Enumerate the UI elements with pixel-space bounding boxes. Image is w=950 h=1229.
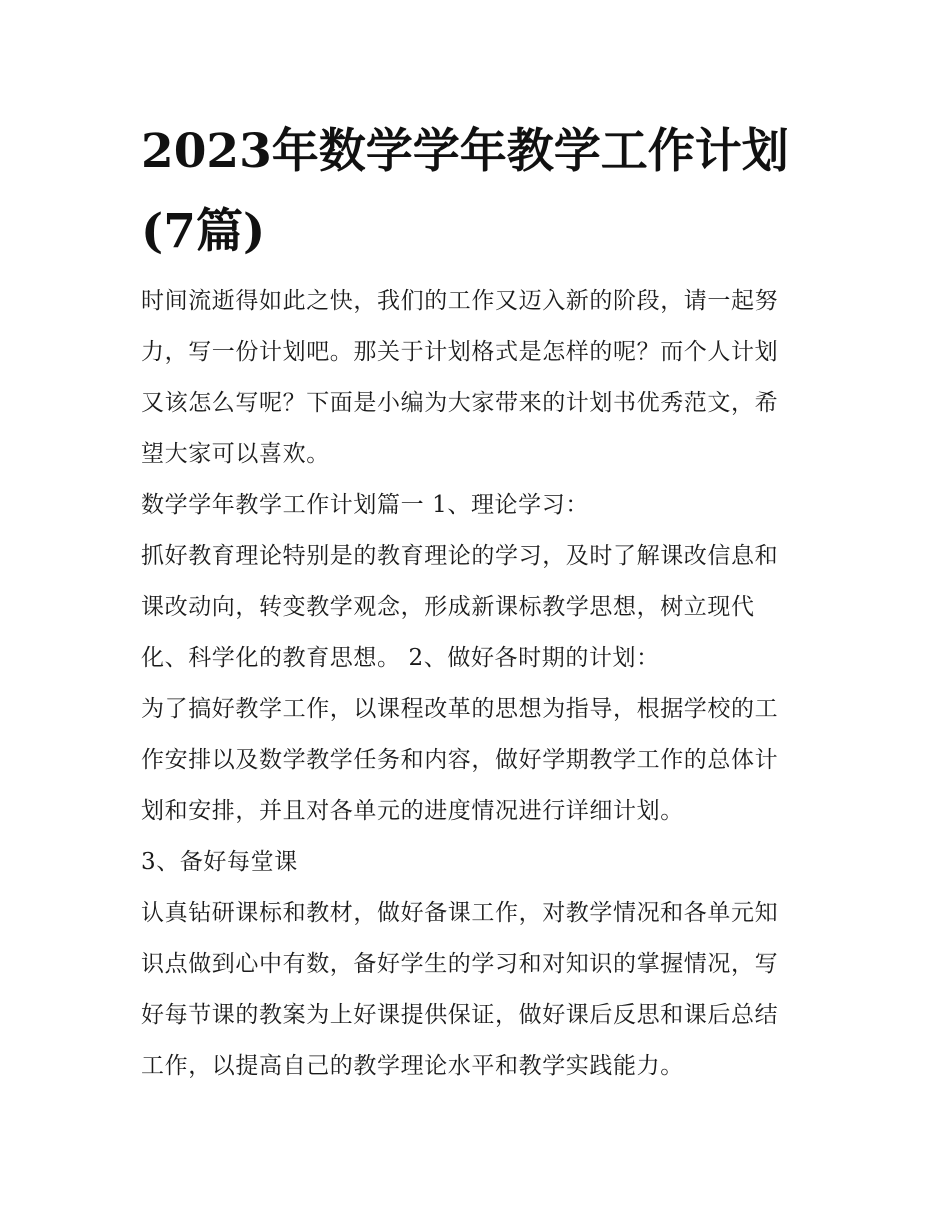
body-line-9: 好每节课的教案为上好课提供保证，做好课后反思和课后总结 [141,1002,779,1028]
title-line-1: 2023年数学学年教学工作计划 [141,124,789,179]
body-line-10: 工作，以提高自己的教学理论水平和教学实践能力。 [141,1053,684,1079]
body-line-1: 抓好教育理论特别是的教育理论的学习，及时了解课改信息和 [141,543,779,569]
intro-line-1: 时间流逝得如此之快，我们的工作又迈入新的阶段，请一起努 [141,288,779,314]
title-line-2: (7篇) [141,204,266,259]
body-line-5: 作安排以及数学教学任务和内容，做好学期教学工作的总体计 [141,747,779,773]
intro-line-2: 力，写一份计划吧。那关于计划格式是怎样的呢？而个人计划 [141,339,779,365]
document-title [141,112,821,272]
body-line-3: 化、科学化的教育思想。 2、做好各时期的计划： [141,645,660,671]
body-line-8: 识点做到心中有数，备好学生的学习和对知识的掌握情况，写 [141,951,779,977]
body-line-7: 认真钻研课标和教材，做好备课工作，对教学情况和各单元知 [141,900,779,926]
body-line-2: 课改动向，转变教学观念，形成新课标教学思想，树立现代 [141,594,755,620]
body-line-6: 划和安排，并且对各单元的进度情况进行详细计划。 [141,798,684,824]
section-heading-1: 数学学年教学工作计划篇一 1、理论学习： [141,492,589,518]
section-heading-3: 3、备好每堂课 [141,849,298,875]
intro-line-4: 望大家可以喜欢。 [141,441,330,467]
intro-line-3: 又该怎么写呢？下面是小编为大家带来的计划书优秀范文，希 [141,390,779,416]
body-line-4: 为了搞好教学工作，以课程改革的思想为指导，根据学校的工 [141,696,779,722]
